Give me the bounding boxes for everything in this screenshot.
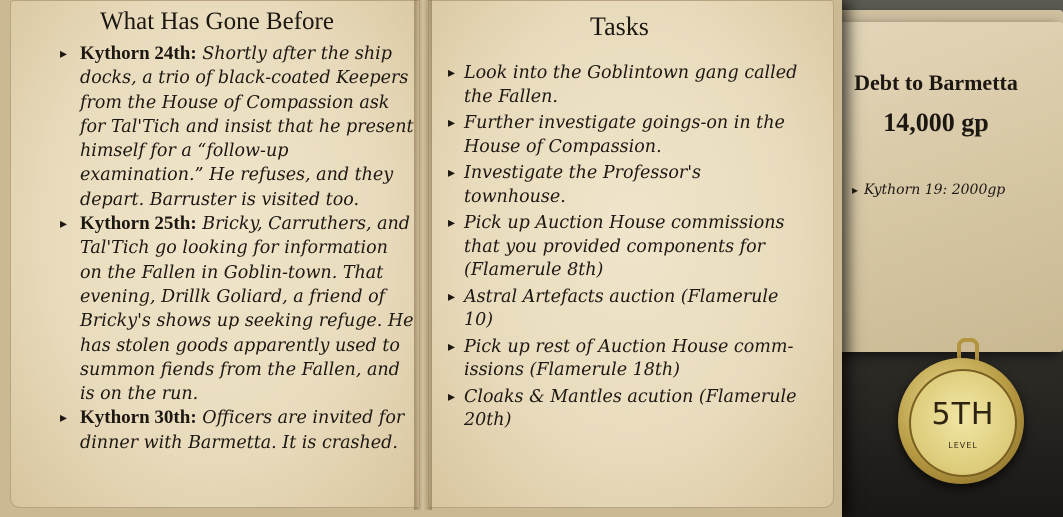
task-text: Pick up rest of Auction House comm-issions (Flamerule 18th) <box>464 336 794 380</box>
task-text: Cloaks & Mantles acution (Flamerule 20th) <box>464 386 797 430</box>
tasks-title: Tasks <box>590 12 649 41</box>
payment-text: Kythorn 19: 2000gp <box>864 182 1006 198</box>
history-list <box>60 42 414 455</box>
debt-amount: 14,000 gp <box>883 108 989 137</box>
task-text: Pick up Auction House commissions that you provided components for (Flamerule 8th) <box>464 213 785 280</box>
task-item[interactable] <box>448 286 808 333</box>
task-text: Look into the Goblintown gang called the Fallen. <box>464 63 798 107</box>
debt-title: Debt to Barmetta <box>854 70 1018 95</box>
task-text: Astral Artefacts auction (Flamerule 10) <box>464 286 779 330</box>
task-text: Investigate the Professor's townhouse. <box>464 163 702 207</box>
book-spine <box>414 0 432 510</box>
task-item[interactable] <box>448 112 808 159</box>
task-item[interactable] <box>448 212 808 283</box>
entry-text: Officers are invited for dinner with Barmetta. It is crashed. <box>80 408 405 453</box>
bullet-icon: ▸ <box>448 215 456 231</box>
entry-date: Kythorn 25th: <box>80 213 197 235</box>
entry-text: Bricky, Carruthers, and Tal'Tich go looking for information on the Fallen in Goblin-town. That evening, Drillk Goliard, a friend of Bricky's shows up seeking refuge. He has stolen goods apparently used to summon fiends from the Fallen, and is on the run. <box>80 214 414 405</box>
bullet-icon: ▸ <box>448 288 456 305</box>
task-item[interactable] <box>448 336 808 383</box>
history-entry <box>60 42 414 212</box>
entry-date: Kythorn 30th: <box>80 407 197 429</box>
task-text: Further investigate goings-on in the House of Compassion. <box>464 113 785 157</box>
badge-level-text: 5TH <box>931 397 995 432</box>
history-title: What Has Gone Before <box>100 8 334 35</box>
bullet-icon: ▸ <box>60 46 68 62</box>
task-item[interactable] <box>448 386 808 433</box>
bullet-icon: ▸ <box>448 338 456 355</box>
entry-text: Shortly after the ship docks, a trio of black-coated Keepers from the House of Compassion ask for Tal'Tich and insist that he present himself for a “follow-up examination.” He refuses, and they depart. Barruster is visited too. <box>80 44 414 210</box>
history-entry <box>60 406 414 455</box>
bullet-icon: ▸ <box>448 65 456 81</box>
badge-face <box>909 369 1017 477</box>
bullet-icon: ▸ <box>852 183 859 197</box>
badge-sub-text: LEVEL <box>948 441 978 450</box>
task-item[interactable] <box>448 62 808 109</box>
bullet-icon: ▸ <box>448 388 456 405</box>
history-entry <box>60 212 414 406</box>
bullet-icon: ▸ <box>448 115 456 131</box>
level-badge[interactable] <box>898 358 1024 484</box>
tasks-list <box>448 62 808 436</box>
task-item[interactable] <box>448 162 808 209</box>
debt-payment <box>852 182 1005 198</box>
bullet-icon: ▸ <box>448 165 456 181</box>
bullet-icon: ▸ <box>60 216 68 233</box>
bullet-icon: ▸ <box>60 410 68 427</box>
entry-date: Kythorn 24th: <box>80 43 197 64</box>
